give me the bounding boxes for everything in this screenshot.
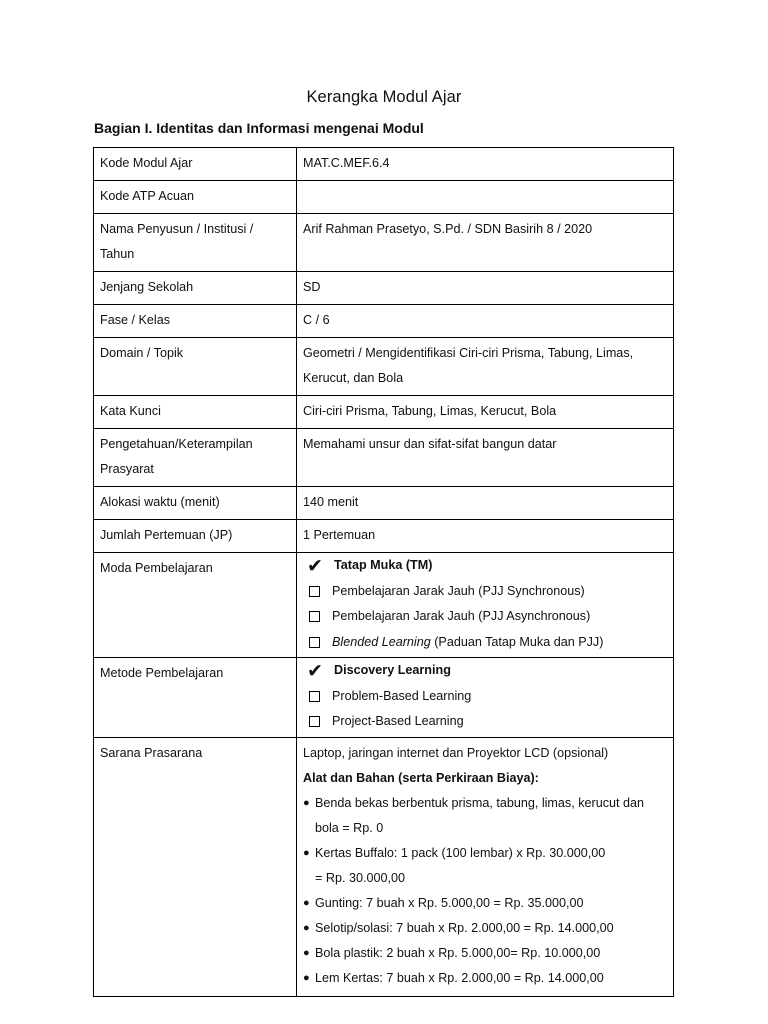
list-item [303, 941, 667, 966]
row-value [297, 553, 674, 658]
row-value: 140 menit [297, 487, 674, 520]
table-row [94, 553, 674, 658]
bullet-icon: ● [303, 796, 310, 809]
row-value-line: Geometri / Mengidentifikasi Ciri-ciri Prisma, Tabung, Limas, [303, 346, 634, 360]
table-row [94, 148, 674, 181]
option-label-rest: (Paduan Tatap Muka dan PJJ) [430, 634, 604, 649]
row-label: Fase / Kelas [94, 305, 297, 338]
list-item [303, 891, 667, 916]
list-item-line: Gunting: 7 buah x Rp. 5.000,00 = Rp. 35.000,00 [315, 895, 584, 910]
section-heading: Bagian I. Identitas dan Informasi mengenai Modul [94, 120, 424, 136]
table-row [94, 338, 674, 396]
option-pjj-synchronous [303, 579, 667, 605]
sarana-intro: Laptop, jaringan internet dan Proyektor LCD (opsional) [303, 745, 609, 760]
row-label: Kode Modul Ajar [94, 148, 297, 181]
option-label: Pembelajaran Jarak Jauh (PJJ Synchronous) [332, 583, 585, 598]
table-row [94, 429, 674, 487]
checkbox-empty-icon [309, 691, 320, 702]
list-item-line: Benda bekas berbentuk prisma, tabung, limas, kerucut dan [315, 795, 645, 810]
table-row [94, 520, 674, 553]
table-row [94, 272, 674, 305]
row-label: Moda Pembelajaran [94, 553, 297, 658]
row-value: Memahami unsur dan sifat-sifat bangun datar [297, 429, 674, 487]
list-item [303, 966, 667, 991]
list-item-line: bola = Rp. 0 [315, 820, 384, 835]
bullet-icon: ● [303, 846, 310, 859]
row-value: 1 Pertemuan [297, 520, 674, 553]
checkmark-icon: ✔ [307, 659, 323, 682]
table-row [94, 214, 674, 272]
module-identity-table [93, 147, 674, 997]
option-label: Project-Based Learning [332, 714, 464, 728]
list-item-line: Bola plastik: 2 buah x Rp. 5.000,00= Rp. 10.000,00 [315, 945, 601, 960]
list-item [303, 841, 667, 891]
table-row [94, 305, 674, 338]
option-project-based [303, 709, 667, 735]
table-row [94, 181, 674, 214]
option-pjj-asynchronous [303, 604, 667, 630]
row-label: Kata Kunci [94, 396, 297, 429]
row-value: SD [297, 272, 674, 305]
option-label: Discovery Learning [334, 663, 451, 677]
list-item-line: Lem Kertas: 7 buah x Rp. 2.000,00 = Rp. 14.000,00 [315, 970, 604, 985]
row-label [94, 429, 297, 487]
row-label-line: Pengetahuan/Keterampilan [100, 437, 253, 451]
row-value: MAT.C.MEF.6.4 [297, 148, 674, 181]
bullet-icon: ● [303, 921, 310, 934]
checkbox-empty-icon [309, 611, 320, 622]
list-item [303, 791, 667, 841]
row-value [297, 181, 674, 214]
row-label-line: Prasyarat [100, 462, 154, 476]
row-label: Jumlah Pertemuan (JP) [94, 520, 297, 553]
row-value: C / 6 [297, 305, 674, 338]
option-blended-learning [303, 630, 667, 656]
row-value [297, 338, 674, 396]
table-row [94, 487, 674, 520]
checkbox-empty-icon [309, 716, 320, 727]
option-label: Tatap Muka (TM) [334, 558, 433, 572]
row-label [94, 214, 297, 272]
list-item-line: Selotip/solasi: 7 buah x Rp. 2.000,00 = Rp. 14.000,00 [315, 920, 614, 935]
row-value: Ciri-ciri Prisma, Tabung, Limas, Kerucut, Bola [297, 396, 674, 429]
sarana-subheading: Alat dan Bahan (serta Perkiraan Biaya): [303, 770, 539, 785]
option-tatap-muka [303, 553, 667, 579]
bullet-icon: ● [303, 896, 310, 909]
list-item-line: = Rp. 30.000,00 [315, 870, 405, 885]
table-row [94, 658, 674, 738]
list-item-line: Kertas Buffalo: 1 pack (100 lembar) x Rp. 30.000,00 [315, 845, 606, 860]
option-discovery-learning [303, 658, 667, 684]
row-label: Alokasi waktu (menit) [94, 487, 297, 520]
row-value [297, 658, 674, 738]
row-value [297, 737, 674, 996]
row-value: Arif Rahman Prasetyo, S.Pd. / SDN Basirih 8 / 2020 [297, 214, 674, 272]
row-value-line: Kerucut, dan Bola [303, 371, 404, 385]
row-label: Sarana Prasarana [94, 737, 297, 996]
list-item [303, 916, 667, 941]
checkmark-icon: ✔ [307, 554, 323, 577]
option-problem-based [303, 684, 667, 710]
table-row [94, 396, 674, 429]
row-label: Metode Pembelajaran [94, 658, 297, 738]
row-label-line: Tahun [100, 247, 135, 261]
option-label-italic: Blended Learning [332, 634, 431, 649]
checkbox-empty-icon [309, 637, 320, 648]
checkbox-empty-icon [309, 586, 320, 597]
row-label: Domain / Topik [94, 338, 297, 396]
row-label: Jenjang Sekolah [94, 272, 297, 305]
option-label: Pembelajaran Jarak Jauh (PJJ Asynchronous) [332, 609, 591, 623]
row-label: Kode ATP Acuan [94, 181, 297, 214]
bullet-icon: ● [303, 971, 310, 984]
bullet-icon: ● [303, 946, 310, 959]
table-row [94, 737, 674, 996]
page-title: Kerangka Modul Ajar [306, 88, 462, 106]
option-label: Problem-Based Learning [332, 688, 472, 703]
row-label-line: Nama Penyusun / Institusi / [100, 222, 254, 236]
